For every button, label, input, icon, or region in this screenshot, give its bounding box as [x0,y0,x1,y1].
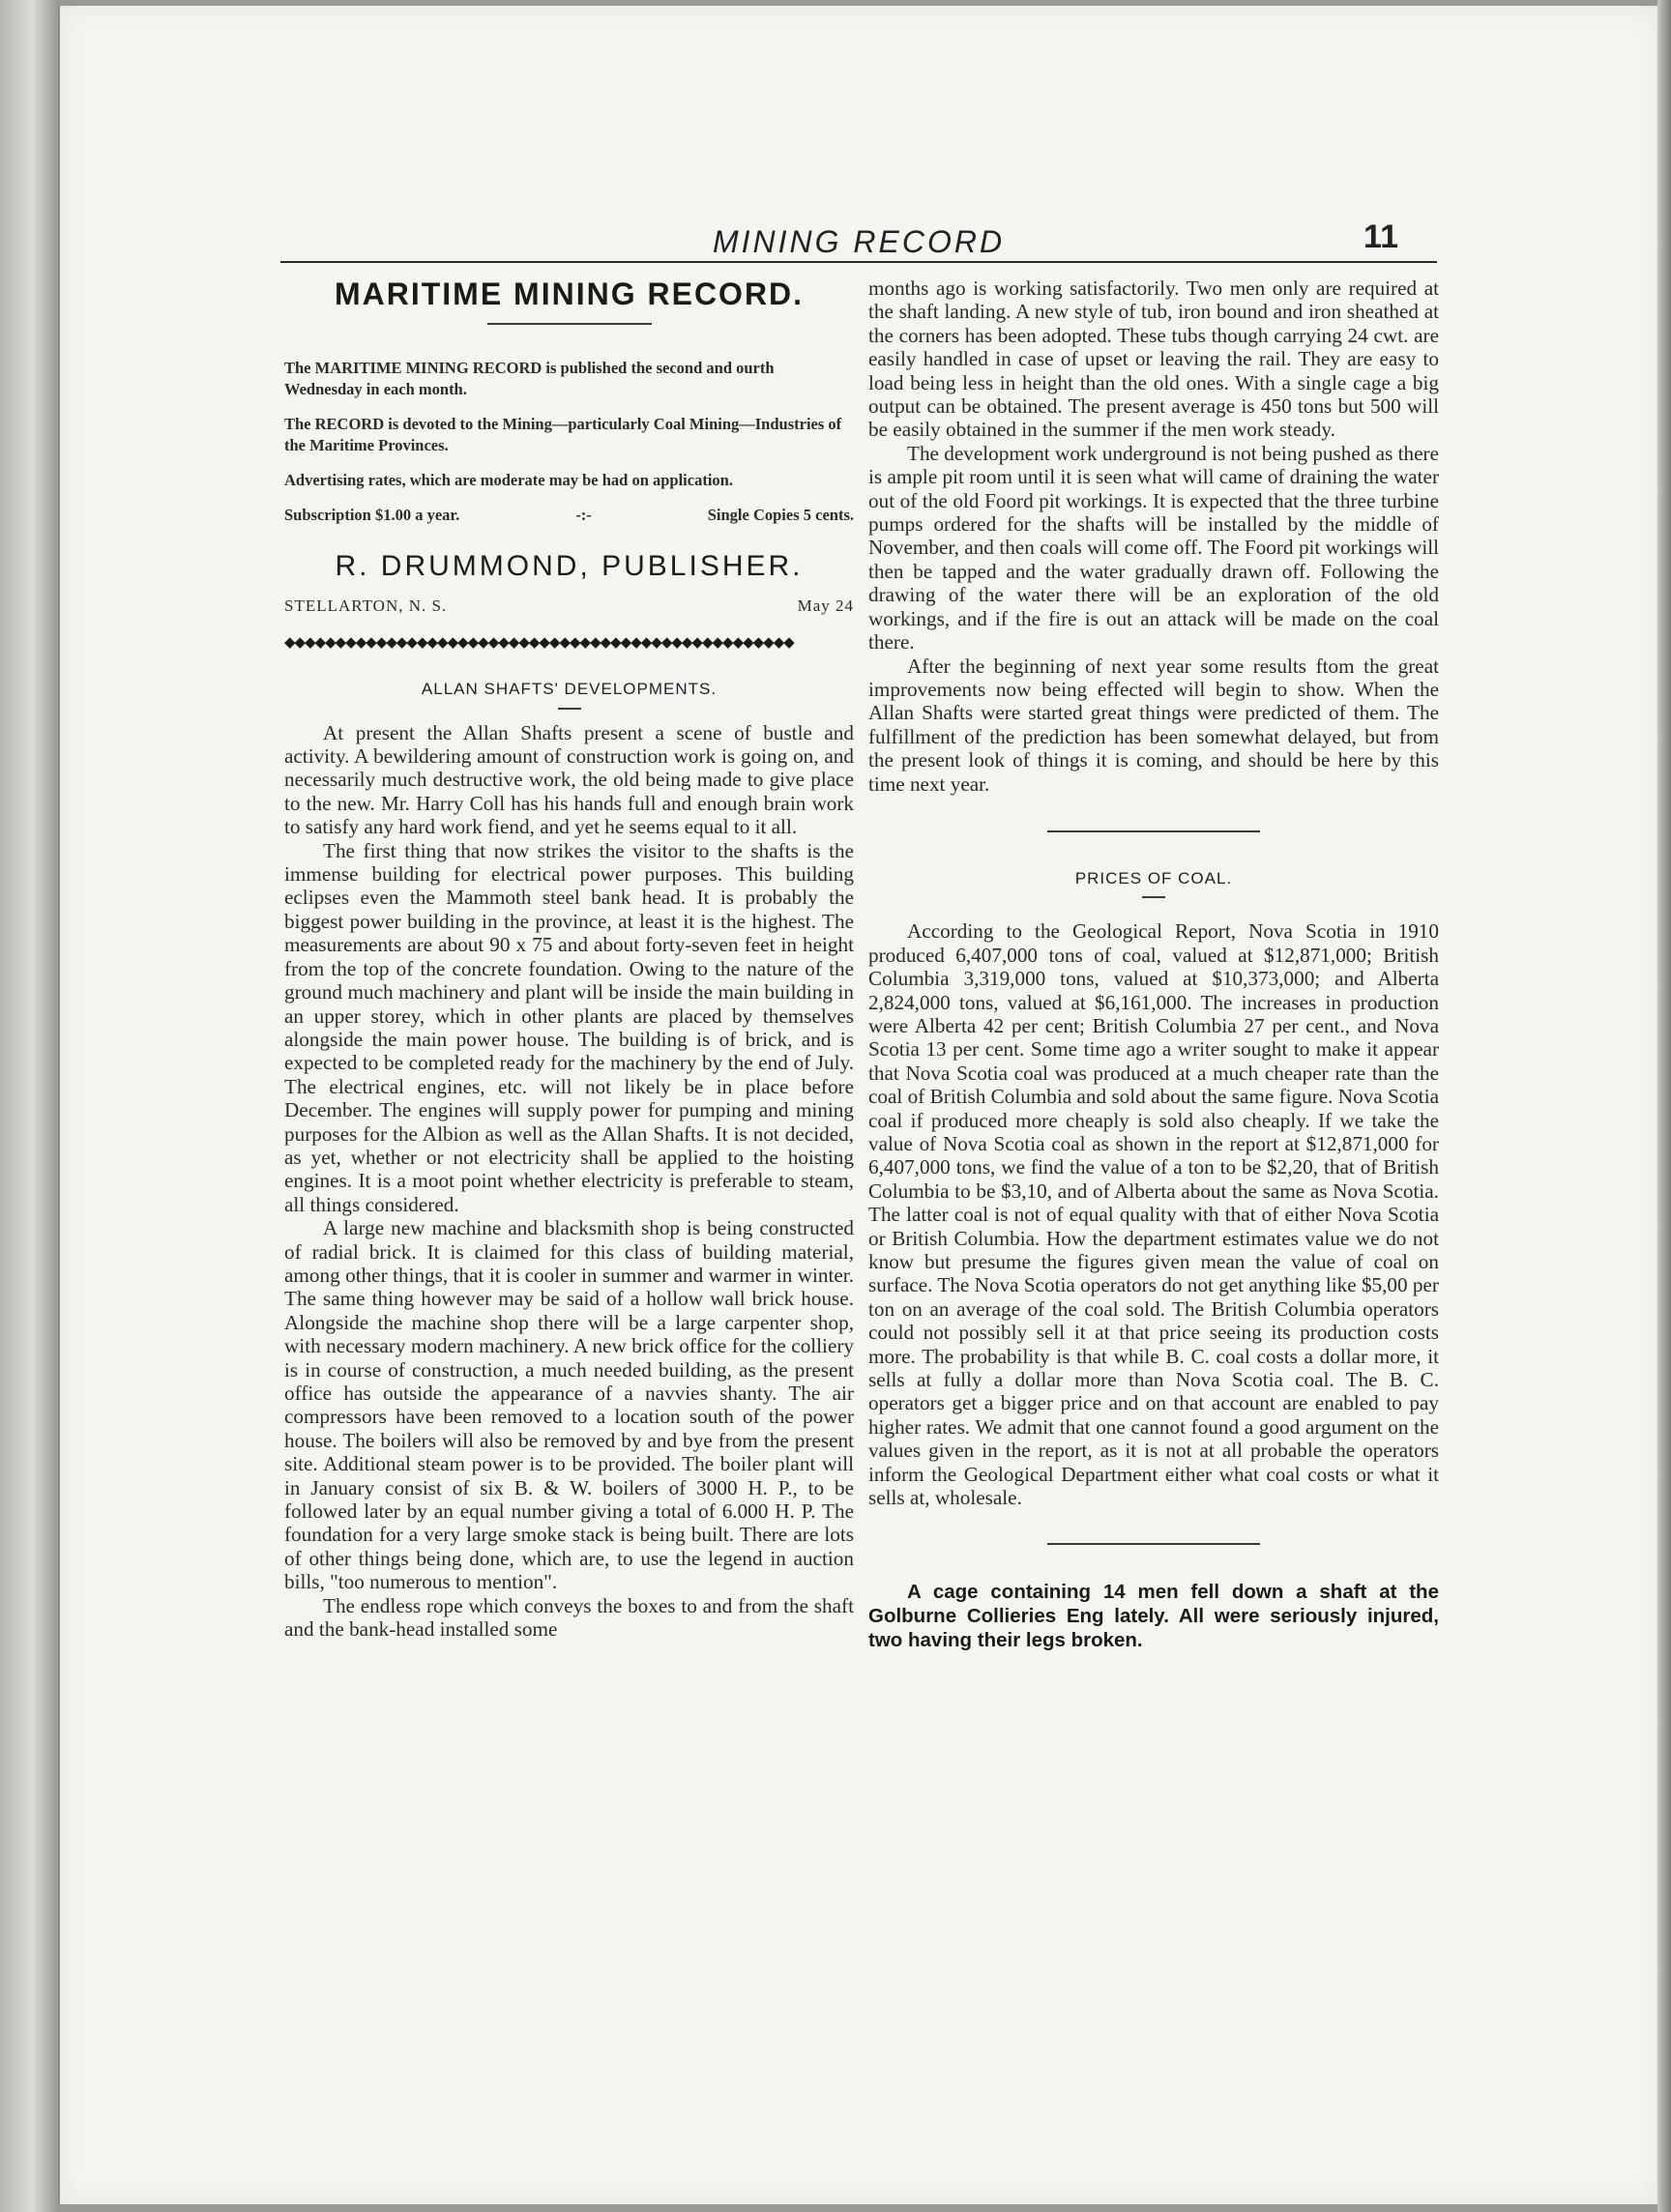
news-item-cage-accident: A cage containing 14 men fell down a shaft at the Golburne Collieries Eng lately. All were seriously injured, two having their legs broken. [868,1580,1439,1651]
article-paragraph: months ago is working satisfactorily. Two men only are required at the shaft landing. A new style of tub, iron bound and iron sheathed at the corners has been adopted. These tubs though carrying 24 cwt. are easily handled in case of upset or leaving the rail. They are easy to load being less in height than the old ones. With a single cage a big output can be obtained. The present average is 450 tons but 500 will be easily obtained in the summer if the men work steady. [868,276,1439,442]
subscription-line [284,505,854,526]
article-paragraph: The endless rope which conveys the boxes to and from the shaft and the bank-head installed some [284,1593,854,1642]
masthead-rule [487,323,652,325]
headline-rule [558,708,581,710]
article-allan-continued [868,276,1439,796]
book-spine-shadow [0,0,58,2212]
running-head-title: MINING RECORD [712,224,1006,259]
dateline-place: STELLARTON, N. S. [284,596,448,615]
notice-scope: The RECORD is devoted to the Mining—particularly Coal Mining—Industries of the Maritime Provinces. [284,415,842,455]
dateline-date: May 24 [797,596,854,615]
single-copy-price: Single Copies 5 cents. [707,506,854,525]
section-rule [1047,1543,1260,1545]
page-edge-shadow [1657,0,1671,2212]
article-paragraph: At present the Allan Shafts present a scene of bustle and activity. A bewildering amount of construction work is going on, and necessarily much destructive work, the old being made to give place to the new. Mr. Harry Coll has his hands full and enough brain work to satisfy any hard work fiend, and yet he seems equal to it all. [284,720,854,839]
headline-allan-shafts: ALLAN SHAFTS' DEVELOPMENTS. [421,680,718,699]
subscription-separator: -:- [575,506,592,525]
article-paragraph: A large new machine and blacksmith shop is being constructed of radial brick. It is claimed for this class of building material, among other things, that it is cooler in summer and warmer in winter. The same thing however may be said of a hollow wall brick house. Alongside the machine shop there will be a large carpenter shop, with necessary modern machinery. A new brick office for the colliery is in course of construction, a much needed building, as the present office has outside the appearance of a navvies shanty. The air compressors have been removed to a location south of the power house. The boilers will also be removed by and bye from the present site. Additional steam power is to be provided. The boiler plant will in January consist of six B. & W. boilers of 3000 H. P., to be followed later by an equal number giving a total of 6.000 H. P. The foundation for a very large smoke stack is being built. There are lots of other things being done, which are, to use the legend in auction bills, "too numerous to mention". [284,1216,854,1594]
headline-prices-of-coal: PRICES OF COAL. [1074,868,1233,888]
article-paragraph: After the beginning of next year some results ftom the great improvements now being effected will begin to show. When the Allan Shafts were started great things were predicted of them. The fulfillment of the prediction has been somewhat delayed, but from the present look of things it is coming, and should be here by this time next year. [868,654,1439,796]
article-allan-body [284,721,854,1642]
masthead-title: MARITIME MINING RECORD. [334,276,805,311]
headline-rule [1142,896,1165,898]
page-number: 11 [1363,218,1398,255]
notice-schedule: The MARITIME MINING RECORD is published the second and ourth Wednesday in each month. [284,359,775,399]
notice-advertising: Advertising rates, which are moderate may be had on application. [284,471,733,490]
article-prices-body [868,919,1439,1509]
dateline [284,595,854,618]
article-paragraph: The development work underground is not being pushed as there is ample pit room until it is seen what will came of draining the water out of the old Foord pit workings. It is expected that the three turbine pumps ordered for the shafts will be installed by the middle of November, and then coals will come off. The Foord pit workings will then be tapped and the water gradually drawn off. Following the drawing of the water there will be an exploration of the old workings, and if the fire is out an attack will be made on the coal there. [868,441,1439,655]
ornamental-divider: ◆◆◆◆◆◆◆◆◆◆◆◆◆◆◆◆◆◆◆◆◆◆◆◆◆◆◆◆◆◆◆◆◆◆◆◆◆◆◆◆◆◆◆◆◆◆◆◆◆◆ [284,635,794,652]
section-rule [1047,830,1260,832]
running-head [280,218,1437,263]
article-paragraph: According to the Geological Report, Nova Scotia in 1910 produced 6,407,000 tons of coal, valued at $12,871,000; British Columbia 3,319,000 tons, valued at $10,373,000; and Alberta 2,824,000 tons, valued at $6,161,000. The increases in production were Alberta 42 per cent; British Columbia 27 per cent., and Nova Scotia 13 per cent. Some time ago a writer sought to make it appear that Nova Scotia coal was produced at a much cheaper rate than the coal of British Columbia and sold about the same figure. Nova Scotia coal if produced more cheaply is sold also cheaply. If we take the value of Nova Scotia coal as shown in the report at $12,871,000 for 6,407,000 tons, we find the value of a ton to be $2,20, that of British Columbia to be $3,10, and of Alberta about the same as Nova Scotia. The latter coal is not of equal quality with that of either Nova Scotia or British Columbia. How the department estimates value we do not know but presume the figures given mean the value of coal on surface. The Nova Scotia operators do not get anything like $5,00 per ton on an average of the coal sold. The British Columbia operators could not possibly sell it at that price seeing its production costs more. The probability is that while B. C. coal costs a dollar more, it sells at fully a dollar more than Nova Scotia coal. The B. C. operators get a bigger price and on that account are enabled to pay higher rates. We admit that one cannot found a good argument on the values given in the report, as it is not at all probable the operators inform the Geological Department either what coal costs or what it sells at, wholesale. [868,919,1439,1510]
subscription-price: Subscription $1.00 a year. [284,506,460,525]
publication-notice [284,358,854,526]
left-column [284,276,854,1642]
publisher-name: R. DRUMMOND, PUBLISHER. [335,550,804,583]
article-paragraph: The first thing that now strikes the visitor to the shafts is the immense building for electrical power purposes. This building eclipses even the Mammoth steel bank head. It is probably the biggest power building in the province, at least it is the highest. The measurements are about 90 x 75 and about forty-seven feet in height from the top of the concrete foundation. Owing to the nature of the ground much machinery and plant will be inside the main building in an upper storey, which in other plants are placed by themselves alongside the main power house. The building is of brick, and is expected to be completed ready for the machinery by the end of July. The electrical engines, etc. will not likely be in place before December. The engines will supply power for pumping and mining purposes for the Albion as well as the Allan Shafts. It is not decided, as yet, whether or not electricity shall be applied to the hoisting engines. It is a moot point whether electricity is preferable to steam, all things considered. [284,838,854,1216]
right-column [868,276,1439,1672]
